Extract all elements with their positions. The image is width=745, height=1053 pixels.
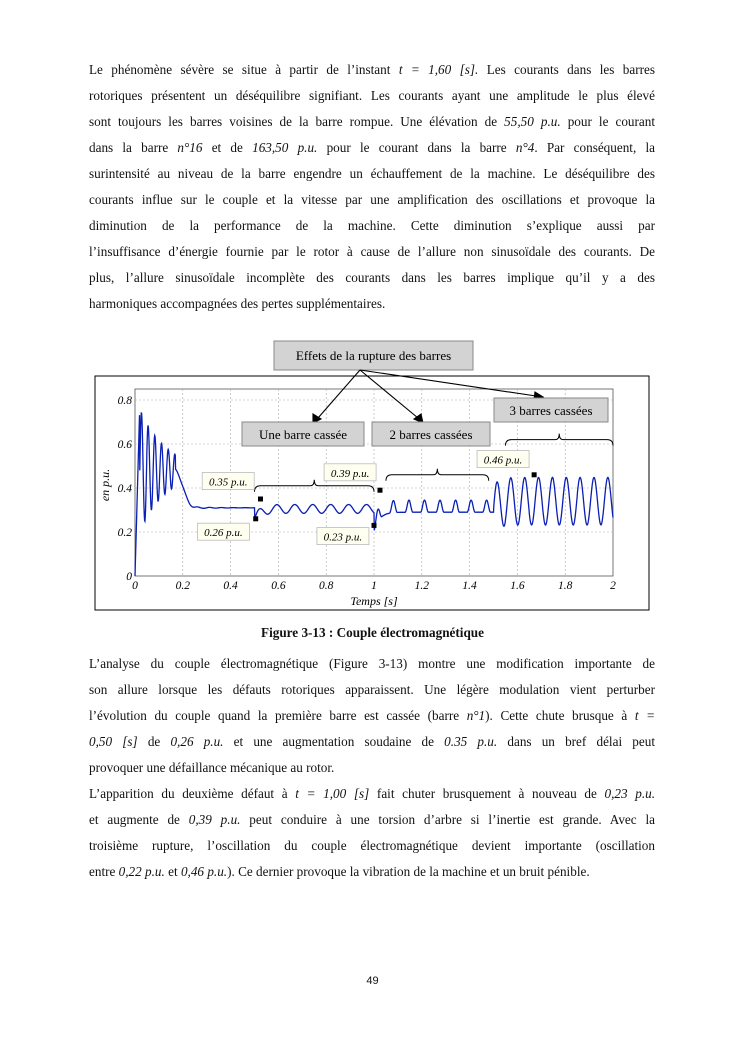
y-tick-label: 0.4 [117, 483, 132, 495]
y-tick-label: 0 [126, 571, 132, 583]
text-line: plus, l’allure sinusoïdale incomplète des courants dans les barres implique qu’il y a des [89, 270, 655, 285]
x-tick-label: 1.4 [462, 580, 477, 592]
value-label-text: 0.23 p.u. [323, 531, 363, 544]
page-number: 49 [366, 975, 379, 987]
text-line: rotoriques présentent un déséquilibre signifiant. Les courants ayant une amplitude le plus élevé [89, 88, 655, 103]
data-marker [372, 523, 377, 528]
data-marker [377, 488, 382, 493]
value-label-text: 0.26 p.u. [204, 527, 243, 540]
value-label [324, 464, 376, 481]
text-line: sont toujours les barres voisines de la barre rompue. Une élévation de 55,50 p.u. pour le courant [89, 114, 656, 129]
x-tick-label: 1.6 [510, 580, 525, 592]
text-line: troisième rupture, l’oscillation du couple électromagnétique devient importante (oscillation [89, 838, 655, 853]
value-label-text: 0.46 p.u. [483, 454, 523, 467]
value-label-text: 0.35 p.u. [208, 476, 248, 489]
paragraph-3 [89, 781, 655, 885]
text-line: L’apparition du deuxième défaut à t = 1,00 [s] fait chuter brusquement à nouveau de 0,23 p.u. [89, 786, 656, 801]
x-tick-label: 1.2 [414, 580, 429, 592]
x-tick-label: 1.8 [558, 580, 573, 592]
data-marker [532, 472, 537, 477]
x-tick-label: 0.2 [175, 580, 190, 592]
y-axis-label: en p.u. [98, 468, 112, 502]
text-line: harmoniques accompagnées des pertes supplémentaires. [89, 296, 386, 311]
y-tick-label: 0.2 [117, 527, 132, 539]
data-marker [253, 516, 258, 521]
text-line: surintensité au niveau de la barre engendre un échauffement de la machine. Le déséquilibre des [89, 166, 655, 181]
text-line: courants influe sur le couple et la vitesse par une amplification des oscillations et provoque la [89, 192, 655, 207]
text-line: et augmente de 0,39 p.u. peut conduire à une torsion d’arbre si l’inertie est grande. Avec la [89, 812, 656, 827]
value-label [202, 473, 254, 490]
text-line: provoquer une défaillance mécanique au rotor. [89, 760, 335, 775]
value-label [197, 523, 249, 540]
text-line: l’évolution du couple quand la première barre est cassée (barre n°1). Cette chute brusque à t = [89, 708, 655, 723]
text-line: dans la barre n°16 et de 163,50 p.u. pour le courant dans la barre n°4. Par conséquent, la [89, 140, 656, 155]
text-line: L’analyse du couple électromagnétique (Figure 3-13) montre une modification importante de [89, 656, 655, 671]
value-label [317, 528, 369, 545]
x-tick-label: 0.6 [271, 580, 286, 592]
text-line: entre 0,22 p.u. et 0,46 p.u.). Ce dernier provoque la vibration de la machine et un bruit pénible. [89, 864, 590, 879]
paragraph-2 [89, 651, 655, 781]
annotation-main-label: Effets de la rupture des barres [295, 348, 452, 363]
text-line: diminution de la performance de la machine. Cette diminution s’explique aussi par [89, 218, 655, 233]
text-line: Le phénomène sévère se situe à partir de l’instant t = 1,60 [s]. Les courants dans les barres [89, 62, 655, 77]
annotation-one-label: Une barre cassée [258, 427, 348, 442]
x-axis-label: Temps [s] [350, 594, 398, 608]
text-line: son allure lorsque les défauts rotoriques apparaissent. Une légère modulation vient perturber [89, 682, 655, 697]
figure-couple-electromagnetique [0, 330, 745, 615]
x-tick-label: 0 [132, 580, 138, 592]
text-line: l’insuffisance d’énergie fournie par le rotor à cause de l’allure non sinusoïdale des courants. De [89, 244, 655, 259]
x-tick-label: 1 [371, 580, 377, 592]
y-tick-label: 0.8 [117, 395, 132, 407]
x-tick-label: 0.4 [223, 580, 238, 592]
value-label [477, 451, 529, 468]
annotation-three-label: 3 barres cassées [509, 403, 593, 418]
annotation-two-label: 2 barres cassées [389, 427, 473, 442]
y-tick-label: 0.6 [117, 439, 132, 451]
x-tick-label: 2 [610, 580, 616, 592]
paragraph-1 [89, 57, 655, 317]
x-tick-label: 0.8 [319, 580, 334, 592]
text-line: 0,50 [s] de 0,26 p.u. et une augmentation soudaine de 0.35 p.u. dans un bref délai peut [89, 734, 655, 749]
data-marker [258, 497, 263, 502]
figure-caption: Figure 3-13 : Couple électromagnétique [261, 625, 484, 640]
value-label-text: 0.39 p.u. [330, 467, 370, 480]
